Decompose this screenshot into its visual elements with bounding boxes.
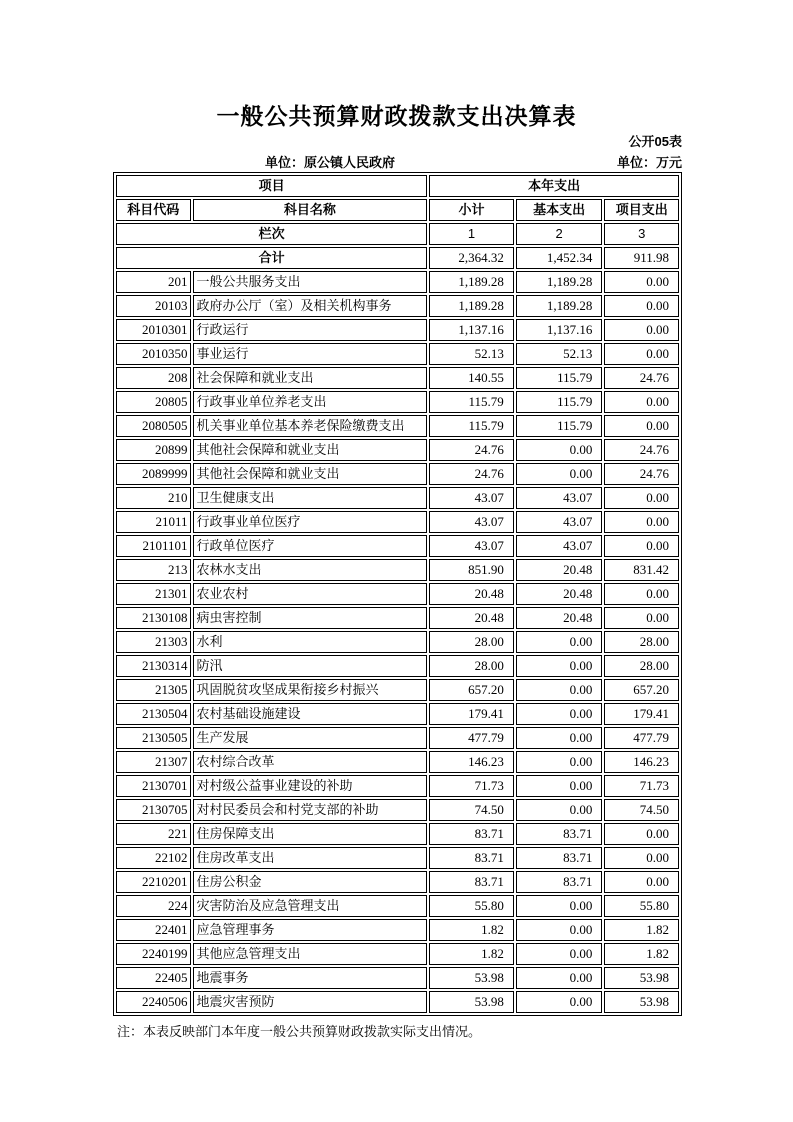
subject-code: 2240199: [116, 943, 191, 965]
table-row: [116, 415, 679, 437]
subtotal-value: 24.76: [429, 439, 514, 461]
expenditure-table: [113, 172, 682, 1016]
subject-name: 应急管理事务: [193, 919, 428, 941]
basic-expenditure-value: 1,189.28: [516, 271, 603, 293]
project-expenditure-value: 0.00: [604, 823, 679, 845]
subtotal-value: 20.48: [429, 607, 514, 629]
subtotal-value: 71.73: [429, 775, 514, 797]
basic-expenditure-value: 0.00: [516, 895, 603, 917]
table-row: [116, 919, 679, 941]
project-expenditure-value: 477.79: [604, 727, 679, 749]
basic-expenditure-value: 115.79: [516, 415, 603, 437]
subtotal-value: 477.79: [429, 727, 514, 749]
subtotal-value: 28.00: [429, 631, 514, 653]
basic-expenditure-value: 0.00: [516, 727, 603, 749]
project-expenditure-value: 0.00: [604, 415, 679, 437]
table-row: [116, 511, 679, 533]
subject-name: 农村综合改革: [193, 751, 428, 773]
basic-expenditure-value: 0.00: [516, 631, 603, 653]
subtotal-value: 24.76: [429, 463, 514, 485]
basic-expenditure-value: 0.00: [516, 439, 603, 461]
project-expenditure-value: 0.00: [604, 871, 679, 893]
basic-expenditure-value: 1,137.16: [516, 319, 603, 341]
table-row: [116, 967, 679, 989]
subject-code: 21301: [116, 583, 191, 605]
project-expenditure-value: 0.00: [604, 487, 679, 509]
header-subtotal: 小计: [429, 199, 514, 221]
basic-expenditure-value: 20.48: [516, 607, 603, 629]
subject-code: 20103: [116, 295, 191, 317]
column-index-label: 栏次: [116, 223, 427, 245]
table-row: [116, 607, 679, 629]
table-row: [116, 631, 679, 653]
subject-name: 对村级公益事业建设的补助: [193, 775, 428, 797]
table-row: [116, 367, 679, 389]
project-expenditure-value: 24.76: [604, 439, 679, 461]
header-subject-code: 科目代码: [116, 199, 191, 221]
column-index-1: 1: [429, 223, 514, 245]
subject-code: 213: [116, 559, 191, 581]
subtotal-value: 43.07: [429, 511, 514, 533]
total-project-value: 911.98: [604, 247, 679, 269]
subject-name: 巩固脱贫攻坚成果衔接乡村振兴: [193, 679, 428, 701]
subtotal-value: 43.07: [429, 535, 514, 557]
table-row: [116, 895, 679, 917]
subtotal-value: 1.82: [429, 919, 514, 941]
project-expenditure-value: 1.82: [604, 943, 679, 965]
subject-name: 生产发展: [193, 727, 428, 749]
subtotal-value: 140.55: [429, 367, 514, 389]
total-basic-value: 1,452.34: [516, 247, 603, 269]
basic-expenditure-value: 20.48: [516, 583, 603, 605]
project-expenditure-value: 28.00: [604, 655, 679, 677]
form-number-label: 公开05表: [628, 134, 682, 149]
basic-expenditure-value: 0.00: [516, 943, 603, 965]
subtotal-value: 1,189.28: [429, 295, 514, 317]
header-project: 项目: [116, 175, 427, 197]
total-row: [116, 247, 679, 269]
basic-expenditure-value: 1,189.28: [516, 295, 603, 317]
footnote: 注：本表反映部门本年度一般公共预算财政拨款实际支出情况。: [117, 1024, 482, 1039]
subject-code: 2130701: [116, 775, 191, 797]
table-row: [116, 535, 679, 557]
subtotal-value: 52.13: [429, 343, 514, 365]
project-expenditure-value: 55.80: [604, 895, 679, 917]
table-row: [116, 991, 679, 1013]
subject-name: 事业运行: [193, 343, 428, 365]
unit-name-label: 单位：原公镇人民政府: [265, 155, 396, 170]
total-label: 合计: [116, 247, 427, 269]
subtotal-value: 83.71: [429, 823, 514, 845]
subject-name: 对村民委员会和村党支部的补助: [193, 799, 428, 821]
basic-expenditure-value: 83.71: [516, 847, 603, 869]
project-expenditure-value: 74.50: [604, 799, 679, 821]
table-row: [116, 703, 679, 725]
subtotal-value: 28.00: [429, 655, 514, 677]
project-expenditure-value: 71.73: [604, 775, 679, 797]
subtotal-value: 146.23: [429, 751, 514, 773]
subject-name: 行政运行: [193, 319, 428, 341]
subject-name: 其他社会保障和就业支出: [193, 439, 428, 461]
subject-name: 农村基础设施建设: [193, 703, 428, 725]
basic-expenditure-value: 0.00: [516, 463, 603, 485]
header-subject-name: 科目名称: [193, 199, 428, 221]
subject-name: 地震灾害预防: [193, 991, 428, 1013]
subject-name: 病虫害控制: [193, 607, 428, 629]
column-index-3: 3: [604, 223, 679, 245]
subject-code: 201: [116, 271, 191, 293]
project-expenditure-value: 0.00: [604, 607, 679, 629]
table-row: [116, 391, 679, 413]
subject-name: 住房保障支出: [193, 823, 428, 845]
header-basic-expenditure: 基本支出: [516, 199, 603, 221]
subject-name: 农林水支出: [193, 559, 428, 581]
basic-expenditure-value: 52.13: [516, 343, 603, 365]
table-row: [116, 727, 679, 749]
project-expenditure-value: 0.00: [604, 391, 679, 413]
subtotal-value: 179.41: [429, 703, 514, 725]
subject-code: 208: [116, 367, 191, 389]
subject-code: 20899: [116, 439, 191, 461]
subject-name: 水利: [193, 631, 428, 653]
total-subtotal-value: 2,364.32: [429, 247, 514, 269]
unit-currency-label: 单位：万元: [616, 155, 682, 170]
subtotal-value: 55.80: [429, 895, 514, 917]
subtotal-value: 1.82: [429, 943, 514, 965]
table-row: [116, 823, 679, 845]
subject-name: 地震事务: [193, 967, 428, 989]
subject-code: 210: [116, 487, 191, 509]
table-row: [116, 847, 679, 869]
subject-code: 2130504: [116, 703, 191, 725]
table-row: [116, 751, 679, 773]
basic-expenditure-value: 83.71: [516, 871, 603, 893]
table-row: [116, 799, 679, 821]
project-expenditure-value: 1.82: [604, 919, 679, 941]
subject-code: 20805: [116, 391, 191, 413]
table-row: [116, 655, 679, 677]
subject-code: 2210201: [116, 871, 191, 893]
meta-row-form: [113, 131, 682, 150]
subject-code: 22102: [116, 847, 191, 869]
table-row: [116, 271, 679, 293]
subject-code: 2089999: [116, 463, 191, 485]
subject-code: 2240506: [116, 991, 191, 1013]
header-row-groups: [116, 175, 679, 197]
header-project-expenditure: 项目支出: [604, 199, 679, 221]
table-row: [116, 559, 679, 581]
subtotal-value: 83.71: [429, 871, 514, 893]
subject-code: 21307: [116, 751, 191, 773]
table-row: [116, 871, 679, 893]
subtotal-value: 851.90: [429, 559, 514, 581]
subject-name: 住房改革支出: [193, 847, 428, 869]
subject-name: 灾害防治及应急管理支出: [193, 895, 428, 917]
table-row: [116, 487, 679, 509]
subject-code: 2130505: [116, 727, 191, 749]
basic-expenditure-value: 0.00: [516, 967, 603, 989]
subtotal-value: 115.79: [429, 415, 514, 437]
subject-code: 21305: [116, 679, 191, 701]
subject-name: 行政事业单位医疗: [193, 511, 428, 533]
project-expenditure-value: 0.00: [604, 343, 679, 365]
table-row: [116, 775, 679, 797]
project-expenditure-value: 0.00: [604, 847, 679, 869]
header-row-columns: [116, 199, 679, 221]
project-expenditure-value: 657.20: [604, 679, 679, 701]
table-row: [116, 295, 679, 317]
basic-expenditure-value: 43.07: [516, 535, 603, 557]
subtotal-value: 53.98: [429, 967, 514, 989]
subject-code: 21011: [116, 511, 191, 533]
subject-name: 机关事业单位基本养老保险缴费支出: [193, 415, 428, 437]
basic-expenditure-value: 0.00: [516, 679, 603, 701]
project-expenditure-value: 179.41: [604, 703, 679, 725]
basic-expenditure-value: 0.00: [516, 751, 603, 773]
project-expenditure-value: 0.00: [604, 295, 679, 317]
subtotal-value: 115.79: [429, 391, 514, 413]
project-expenditure-value: 53.98: [604, 991, 679, 1013]
column-index-2: 2: [516, 223, 603, 245]
basic-expenditure-value: 0.00: [516, 991, 603, 1013]
subject-code: 2010301: [116, 319, 191, 341]
basic-expenditure-value: 0.00: [516, 655, 603, 677]
subject-code: 2130314: [116, 655, 191, 677]
subject-code: 2101101: [116, 535, 191, 557]
table-row: [116, 583, 679, 605]
subject-code: 221: [116, 823, 191, 845]
table-row: [116, 439, 679, 461]
project-expenditure-value: 146.23: [604, 751, 679, 773]
subject-code: 22401: [116, 919, 191, 941]
subject-code: 22405: [116, 967, 191, 989]
basic-expenditure-value: 0.00: [516, 703, 603, 725]
subtotal-value: 83.71: [429, 847, 514, 869]
project-expenditure-value: 0.00: [604, 511, 679, 533]
table-row: [116, 679, 679, 701]
meta-row-units: [113, 152, 682, 171]
subject-code: 2130705: [116, 799, 191, 821]
basic-expenditure-value: 0.00: [516, 919, 603, 941]
subject-name: 其他社会保障和就业支出: [193, 463, 428, 485]
basic-expenditure-value: 115.79: [516, 391, 603, 413]
subtotal-value: 53.98: [429, 991, 514, 1013]
subject-name: 其他应急管理支出: [193, 943, 428, 965]
basic-expenditure-value: 0.00: [516, 799, 603, 821]
page-title: 一般公共预算财政拨款支出决算表: [216, 103, 577, 129]
subject-name: 防汛: [193, 655, 428, 677]
project-expenditure-value: 53.98: [604, 967, 679, 989]
project-expenditure-value: 28.00: [604, 631, 679, 653]
header-current-year: 本年支出: [429, 175, 679, 197]
subject-code: 2080505: [116, 415, 191, 437]
table-row: [116, 343, 679, 365]
subject-code: 2010350: [116, 343, 191, 365]
table-row: [116, 319, 679, 341]
basic-expenditure-value: 20.48: [516, 559, 603, 581]
basic-expenditure-value: 115.79: [516, 367, 603, 389]
subtotal-value: 20.48: [429, 583, 514, 605]
subject-code: 2130108: [116, 607, 191, 629]
project-expenditure-value: 0.00: [604, 583, 679, 605]
subject-name: 行政单位医疗: [193, 535, 428, 557]
project-expenditure-value: 24.76: [604, 463, 679, 485]
project-expenditure-value: 24.76: [604, 367, 679, 389]
subject-code: 224: [116, 895, 191, 917]
subject-name: 社会保障和就业支出: [193, 367, 428, 389]
subtotal-value: 657.20: [429, 679, 514, 701]
basic-expenditure-value: 83.71: [516, 823, 603, 845]
subject-name: 农业农村: [193, 583, 428, 605]
project-expenditure-value: 0.00: [604, 271, 679, 293]
subject-name: 行政事业单位养老支出: [193, 391, 428, 413]
subject-name: 住房公积金: [193, 871, 428, 893]
basic-expenditure-value: 0.00: [516, 775, 603, 797]
subtotal-value: 1,189.28: [429, 271, 514, 293]
table-row: [116, 463, 679, 485]
subject-code: 21303: [116, 631, 191, 653]
basic-expenditure-value: 43.07: [516, 487, 603, 509]
column-index-row: [116, 223, 679, 245]
subject-name: 卫生健康支出: [193, 487, 428, 509]
subtotal-value: 1,137.16: [429, 319, 514, 341]
subtotal-value: 74.50: [429, 799, 514, 821]
subject-name: 一般公共服务支出: [193, 271, 428, 293]
subtotal-value: 43.07: [429, 487, 514, 509]
table-row: [116, 943, 679, 965]
basic-expenditure-value: 43.07: [516, 511, 603, 533]
project-expenditure-value: 0.00: [604, 535, 679, 557]
project-expenditure-value: 0.00: [604, 319, 679, 341]
project-expenditure-value: 831.42: [604, 559, 679, 581]
subject-name: 政府办公厅（室）及相关机构事务: [193, 295, 428, 317]
